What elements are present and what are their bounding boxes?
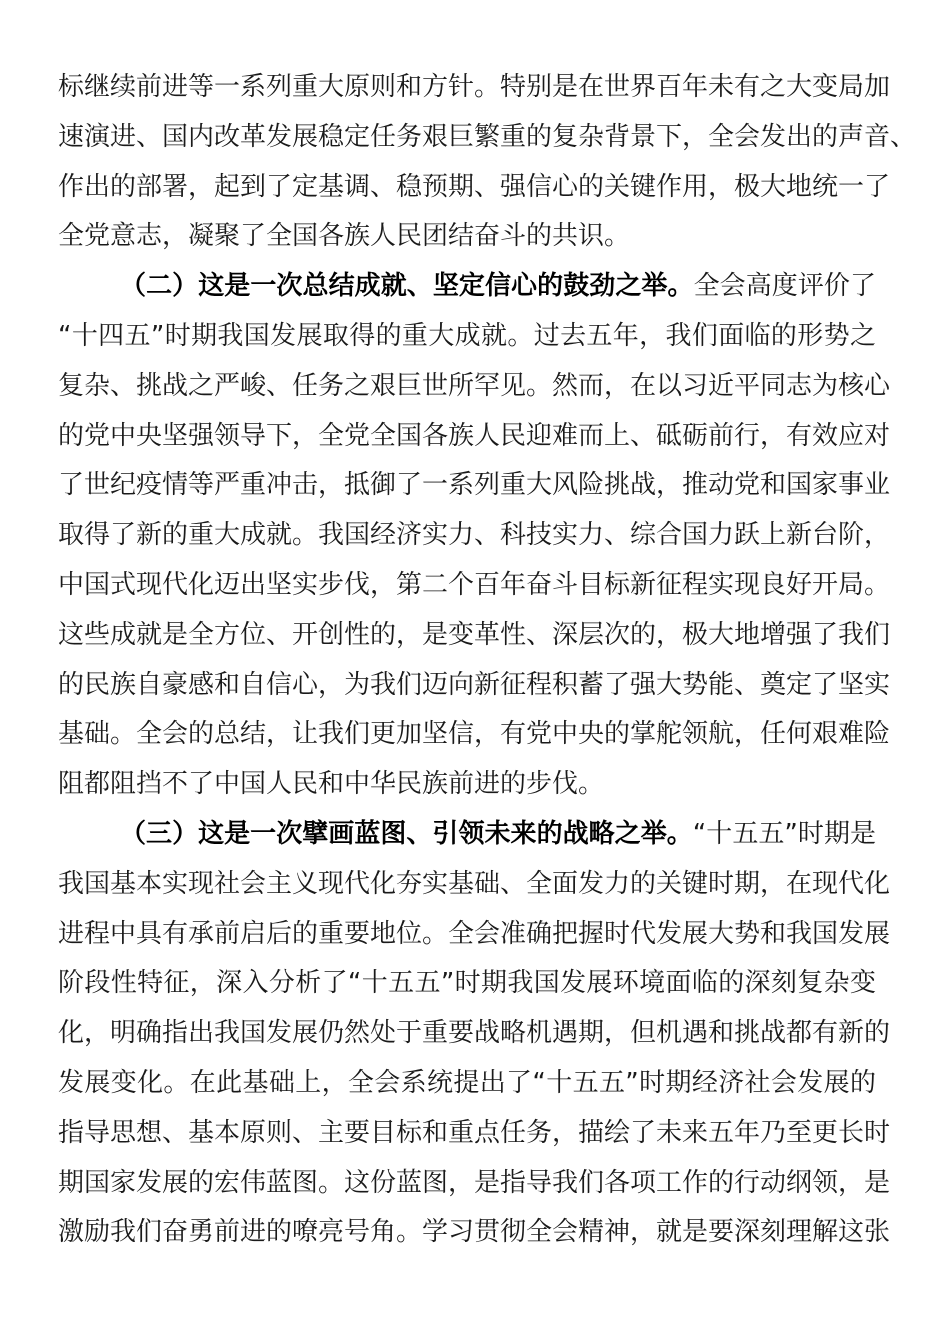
text-line: 中国式现代化迈出坚实步伐，第二个百年奋斗目标新征程实现良好开局。 bbox=[58, 569, 891, 600]
text-line: 作出的部署，起到了定基调、稳预期、强信心的关键作用，极大地统一了 bbox=[58, 171, 891, 202]
text-line: 阶段性特征，深入分析了“十五五”时期我国发展环境面临的深刻复杂变 bbox=[58, 968, 876, 999]
text-run: 全会高度评价了 bbox=[693, 271, 876, 302]
text-line: 指导思想、基本原则、主要目标和重点任务，描绘了未来五年乃至更长时 bbox=[58, 1117, 891, 1148]
text-line: 激励我们奋勇前进的嘹亮号角。学习贯彻全会精神，就是要深刻理解这张 bbox=[58, 1217, 891, 1248]
text-line: 发展变化。在此基础上，全会系统提出了“十五五”时期经济社会发展的 bbox=[58, 1067, 876, 1098]
text-line: 全党意志，凝聚了全国各族人民团结奋斗的共识。 bbox=[58, 221, 631, 252]
text-line: 取得了新的重大成就。我国经济实力、科技实力、综合国力跃上新台阶， bbox=[58, 520, 891, 551]
section-heading: （二）这是一次总结成就、坚定信心的鼓劲之举。 bbox=[120, 271, 694, 302]
text-line: 的民族自豪感和自信心，为我们迈向新征程积蓄了强大势能、奠定了坚实 bbox=[58, 669, 891, 700]
text-line: 复杂、挑战之严峻、任务之艰巨世所罕见。然而，在以习近平同志为核心 bbox=[58, 370, 891, 401]
paragraph-first-line bbox=[58, 262, 876, 312]
text-line: 我国基本实现社会主义现代化夯实基础、全面发力的关键时期，在现代化 bbox=[58, 868, 891, 899]
text-line: 化，明确指出我国发展仍然处于重要战略机遇期，但机遇和挑战都有新的 bbox=[58, 1018, 891, 1049]
text-line: 标继续前进等一系列重大原则和方针。特别是在世界百年未有之大变局加 bbox=[58, 72, 891, 102]
text-line: 基础。全会的总结，让我们更加坚信，有党中央的掌舵领航，任何艰难险 bbox=[58, 719, 891, 750]
paragraph-achievements bbox=[58, 262, 891, 810]
text-line: 这些成就是全方位、开创性的，是变革性、深层次的，极大地增强了我们 bbox=[58, 619, 891, 650]
text-line: 了世纪疫情等严重冲击，抵御了一系列重大风险挑战，推动党和国家事业 bbox=[58, 470, 891, 501]
text-line: 期国家发展的宏伟蓝图。这份蓝图，是指导我们各项工作的行动纲领，是 bbox=[58, 1167, 891, 1198]
paragraph-blueprint bbox=[58, 810, 891, 1258]
text-line: “十四五”时期我国发展取得的重大成就。过去五年，我们面临的形势之 bbox=[58, 320, 876, 351]
text-line: 速演进、国内改革发展稳定任务艰巨繁重的复杂背景下，全会发出的声音、 bbox=[58, 121, 917, 152]
text-line: 进程中具有承前启后的重要地位。全会准确把握时代发展大势和我国发展 bbox=[58, 918, 891, 949]
text-run: “十五五”时期是 bbox=[692, 818, 876, 849]
document-body bbox=[58, 63, 917, 1258]
text-line: 阻都阻挡不了中国人民和中华民族前进的步伐。 bbox=[58, 769, 605, 800]
text-line: 的党中央坚强领导下，全党全国各族人民迎难而上、砥砺前行，有效应对 bbox=[58, 420, 891, 451]
section-heading: （三）这是一次擘画蓝图、引领未来的战略之举。 bbox=[120, 818, 693, 849]
paragraph-continuation bbox=[58, 63, 917, 262]
paragraph-first-line bbox=[58, 810, 876, 860]
